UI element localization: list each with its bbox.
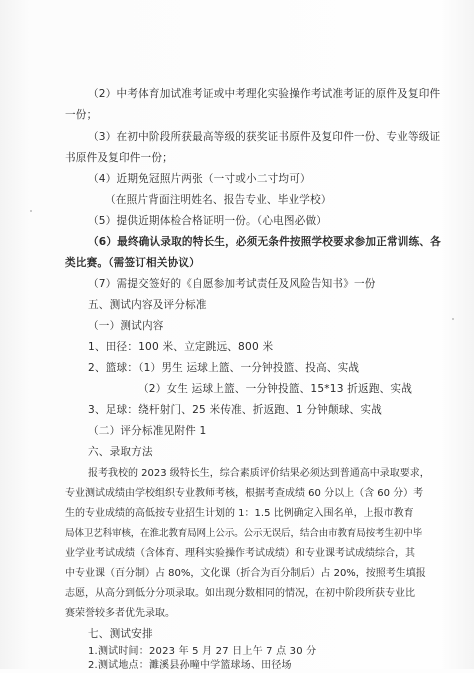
- doc-line: 一份；: [65, 109, 98, 121]
- subsection-heading: （一）测试内容: [88, 320, 164, 332]
- doc-line: （4）近期免冠照片两张（一寸或小二寸均可）: [88, 173, 311, 185]
- doc-line: （5）提供近期体检合格证明一份。（心电图必做）: [88, 215, 328, 227]
- doc-line: 局体卫艺科审核，在淮北教育局网上公示。公示无误后，结合由市教育局按考生初中毕: [65, 528, 422, 539]
- doc-line: （2）中考体育加试准考证或中考理化实验操作考试准考证的原件及复印件: [88, 88, 441, 100]
- doc-line: 1.测试时间：2023 年 5 月 27 日上午 7 点 30 分: [88, 646, 317, 657]
- doc-line: 生的专业成绩的高低按专业招生计划的 1：1.5 比例确定入围名单，上报市教育: [65, 508, 414, 519]
- doc-line: 专业测试成绩由学校组织专业教师考核，根据考查成绩 60 分以上（含 60 分）考: [65, 488, 424, 499]
- doc-line: 2、篮球：（1）男生 运球上篮、一分钟投篮、投高、实战: [88, 362, 360, 374]
- scan-speck: [30, 210, 32, 212]
- doc-line: 2.测试地点：濉溪县孙疃中学篮球场、田径场: [88, 660, 292, 671]
- doc-line: （7）需提交签好的《自愿参加考试责任及风险告知书》一份: [88, 278, 376, 290]
- doc-line: （2）女生 运球上篮、一分钟投篮、15*13 折返跑、实战: [138, 383, 412, 395]
- doc-line: 书原件及复印件一份；: [65, 152, 173, 164]
- doc-line: 中专业课（百分制）占 80%，文化课（折合为百分制后）占 20%，按照考生填报: [65, 568, 426, 579]
- doc-line: 报考我校的 2023 级特长生，综合素质评价结果必须达到普通高中录取要求，: [88, 468, 430, 479]
- doc-line: （6）最终确认录取的特长生，必须无条件按照学校要求参加正常训练、各: [88, 236, 441, 248]
- doc-line: （在照片背面注明姓名、报告专业、毕业学校）: [105, 194, 332, 206]
- doc-line: 1、田径：100 米、立定跳远、800 米: [88, 341, 274, 353]
- section-heading: 五、测试内容及评分标准: [88, 299, 207, 311]
- doc-line: 赛荣誉较多者优先录取。: [65, 608, 175, 619]
- doc-line: 业学业考试成绩（含体育、理科实验操作考试成绩）和专业课考试成绩综合，其: [65, 548, 415, 559]
- doc-line: 志愿，从高分到低分分项录取。如出现分数相同的情况，在初中阶段所获专业比: [65, 588, 415, 599]
- doc-line: 3、足球：绕杆射门、25 米传准、折返跑、1 分钟颠球、实战: [88, 404, 382, 416]
- scan-speck: [452, 318, 454, 320]
- subsection-heading: （二）评分标准见附件 1: [88, 425, 207, 437]
- doc-line: （3）在初中阶段所获最高等级的获奖证书原件及复印件一份、专业等级证: [88, 131, 441, 143]
- section-heading: 六、录取方法: [88, 446, 153, 458]
- section-heading: 七、测试安排: [88, 628, 153, 640]
- doc-line: 类比赛。（需签订相关协议）: [65, 257, 201, 269]
